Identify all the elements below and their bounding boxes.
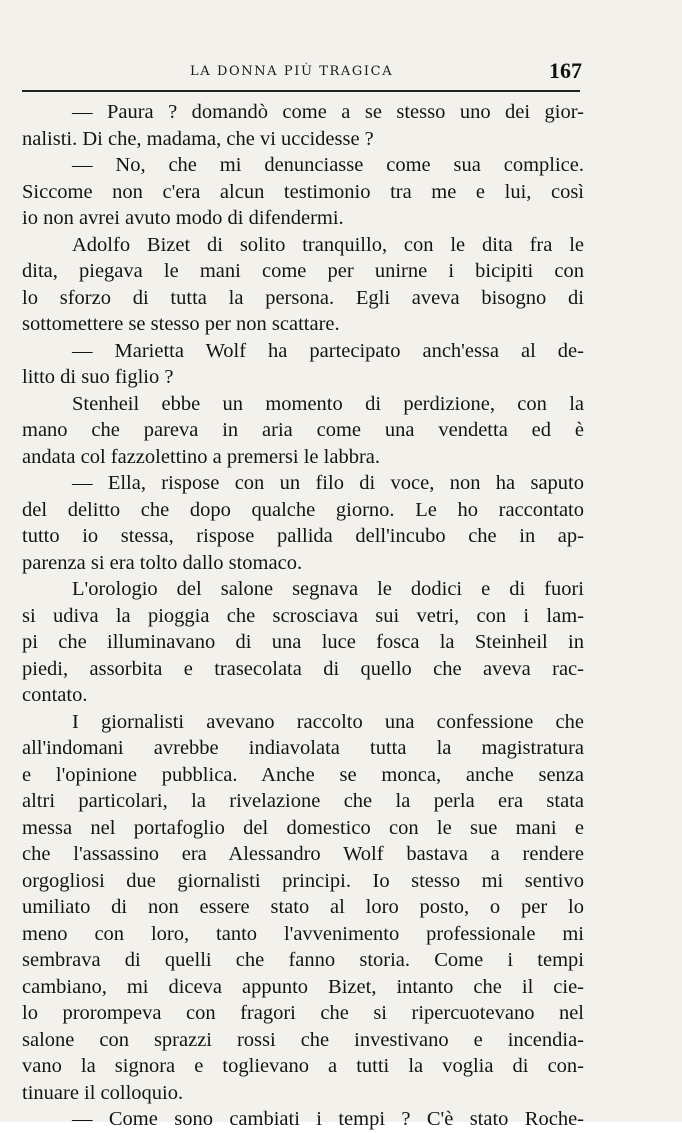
body-text <box>22 99 584 1133</box>
text-line: litto di suo figlio ? <box>22 366 174 388</box>
text-line: nalisti. Di che, madama, che vi uccidesse ? <box>22 127 374 150</box>
text-line: altri particolari, la rivelazione che la perla era stata <box>22 790 584 812</box>
text-line: mano che pareva in aria come una vendetta ed è <box>22 419 584 441</box>
text-line: — Paura ? domandò come a se stesso uno dei gior- <box>72 101 584 123</box>
text-line: tinuare il colloquio. <box>22 1081 184 1104</box>
page-number: 167 <box>549 58 582 83</box>
text-line: — No, che mi denunciasse come sua complice. <box>72 154 584 176</box>
text-line: che l'assassino era Alessandro Wolf bastava a rendere <box>22 843 584 865</box>
text-line: all'indomani avrebbe indiavolata tutta la magistratura <box>22 737 584 759</box>
text-line: sembrava di quelli che fanno storia. Come i tempi <box>22 949 584 971</box>
header-rule <box>22 90 580 92</box>
text-line: Adolfo Bizet di solito tranquillo, con le dita fra le <box>72 233 584 256</box>
text-line: io non avrei avuto modo di difendermi. <box>22 207 344 229</box>
text-line: Siccome non c'era alcun testimonio tra me e lui, così <box>22 180 584 203</box>
text-line: pi che illuminavano di una luce fosca la Steinheil in <box>22 631 584 653</box>
text-line: andata col fazzolettino a premersi le labbra. <box>22 445 380 468</box>
text-line: lo prorompeva con fragori che si ripercuotevano nel <box>22 1002 584 1024</box>
text-line: — Marietta Wolf ha partecipato anch'essa al de- <box>72 339 584 362</box>
text-line: dita, piegava le mani come per unirne i bicipiti con <box>22 260 584 282</box>
text-line: vano la signora e toglievano a tutti la voglia di con- <box>22 1055 584 1077</box>
text-line: I giornalisti avevano raccolto una confessione che <box>72 710 584 733</box>
text-line: — Ella, rispose con un filo di voce, non ha saputo <box>72 472 584 494</box>
text-line: sottomettere se stesso per non scattare. <box>22 313 340 335</box>
text-line: meno con loro, tanto l'avvenimento professionale mi <box>22 922 584 945</box>
text-line: umiliato di non essere stato al loro posto, o per lo <box>22 896 584 918</box>
text-line: e l'opinione pubblica. Anche se monca, anche senza <box>22 763 584 786</box>
text-line: contato. <box>22 684 88 706</box>
text-line: Stenheil ebbe un momento di perdizione, con la <box>72 392 584 415</box>
text-line: cambiano, mi diceva appunto Bizet, intanto che il cie- <box>22 975 584 998</box>
text-line: messa nel portafoglio del domestico con le sue mani e <box>22 816 584 839</box>
page-header <box>0 58 682 90</box>
text-line: lo sforzo di tutta la persona. Egli aveva bisogno di <box>22 286 584 309</box>
text-line: orgogliosi due giornalisti principi. Io stesso mi sentivo <box>22 869 584 892</box>
text-line: — Come sono cambiati i tempi ? C'è stato Roche- <box>72 1108 584 1130</box>
text-line: si udiva la pioggia che scrosciava sui vetri, con i lam- <box>22 604 584 627</box>
text-line: piedi, assorbita e trasecolata di quello che aveva rac- <box>22 657 584 680</box>
text-line: salone con sprazzi rossi che investivano e incendia- <box>22 1028 584 1051</box>
text-line: L'orologio del salone segnava le dodici e di fuori <box>72 578 584 600</box>
text-line: del delitto che dopo qualche giorno. Le ho raccontato <box>22 498 584 521</box>
running-title: LA DONNA PIÙ TRAGICA <box>190 64 394 79</box>
text-line: parenza si era tolto dallo stomaco. <box>22 551 303 574</box>
text-line: tutto io stessa, rispose pallida dell'incubo che in ap- <box>22 525 584 547</box>
